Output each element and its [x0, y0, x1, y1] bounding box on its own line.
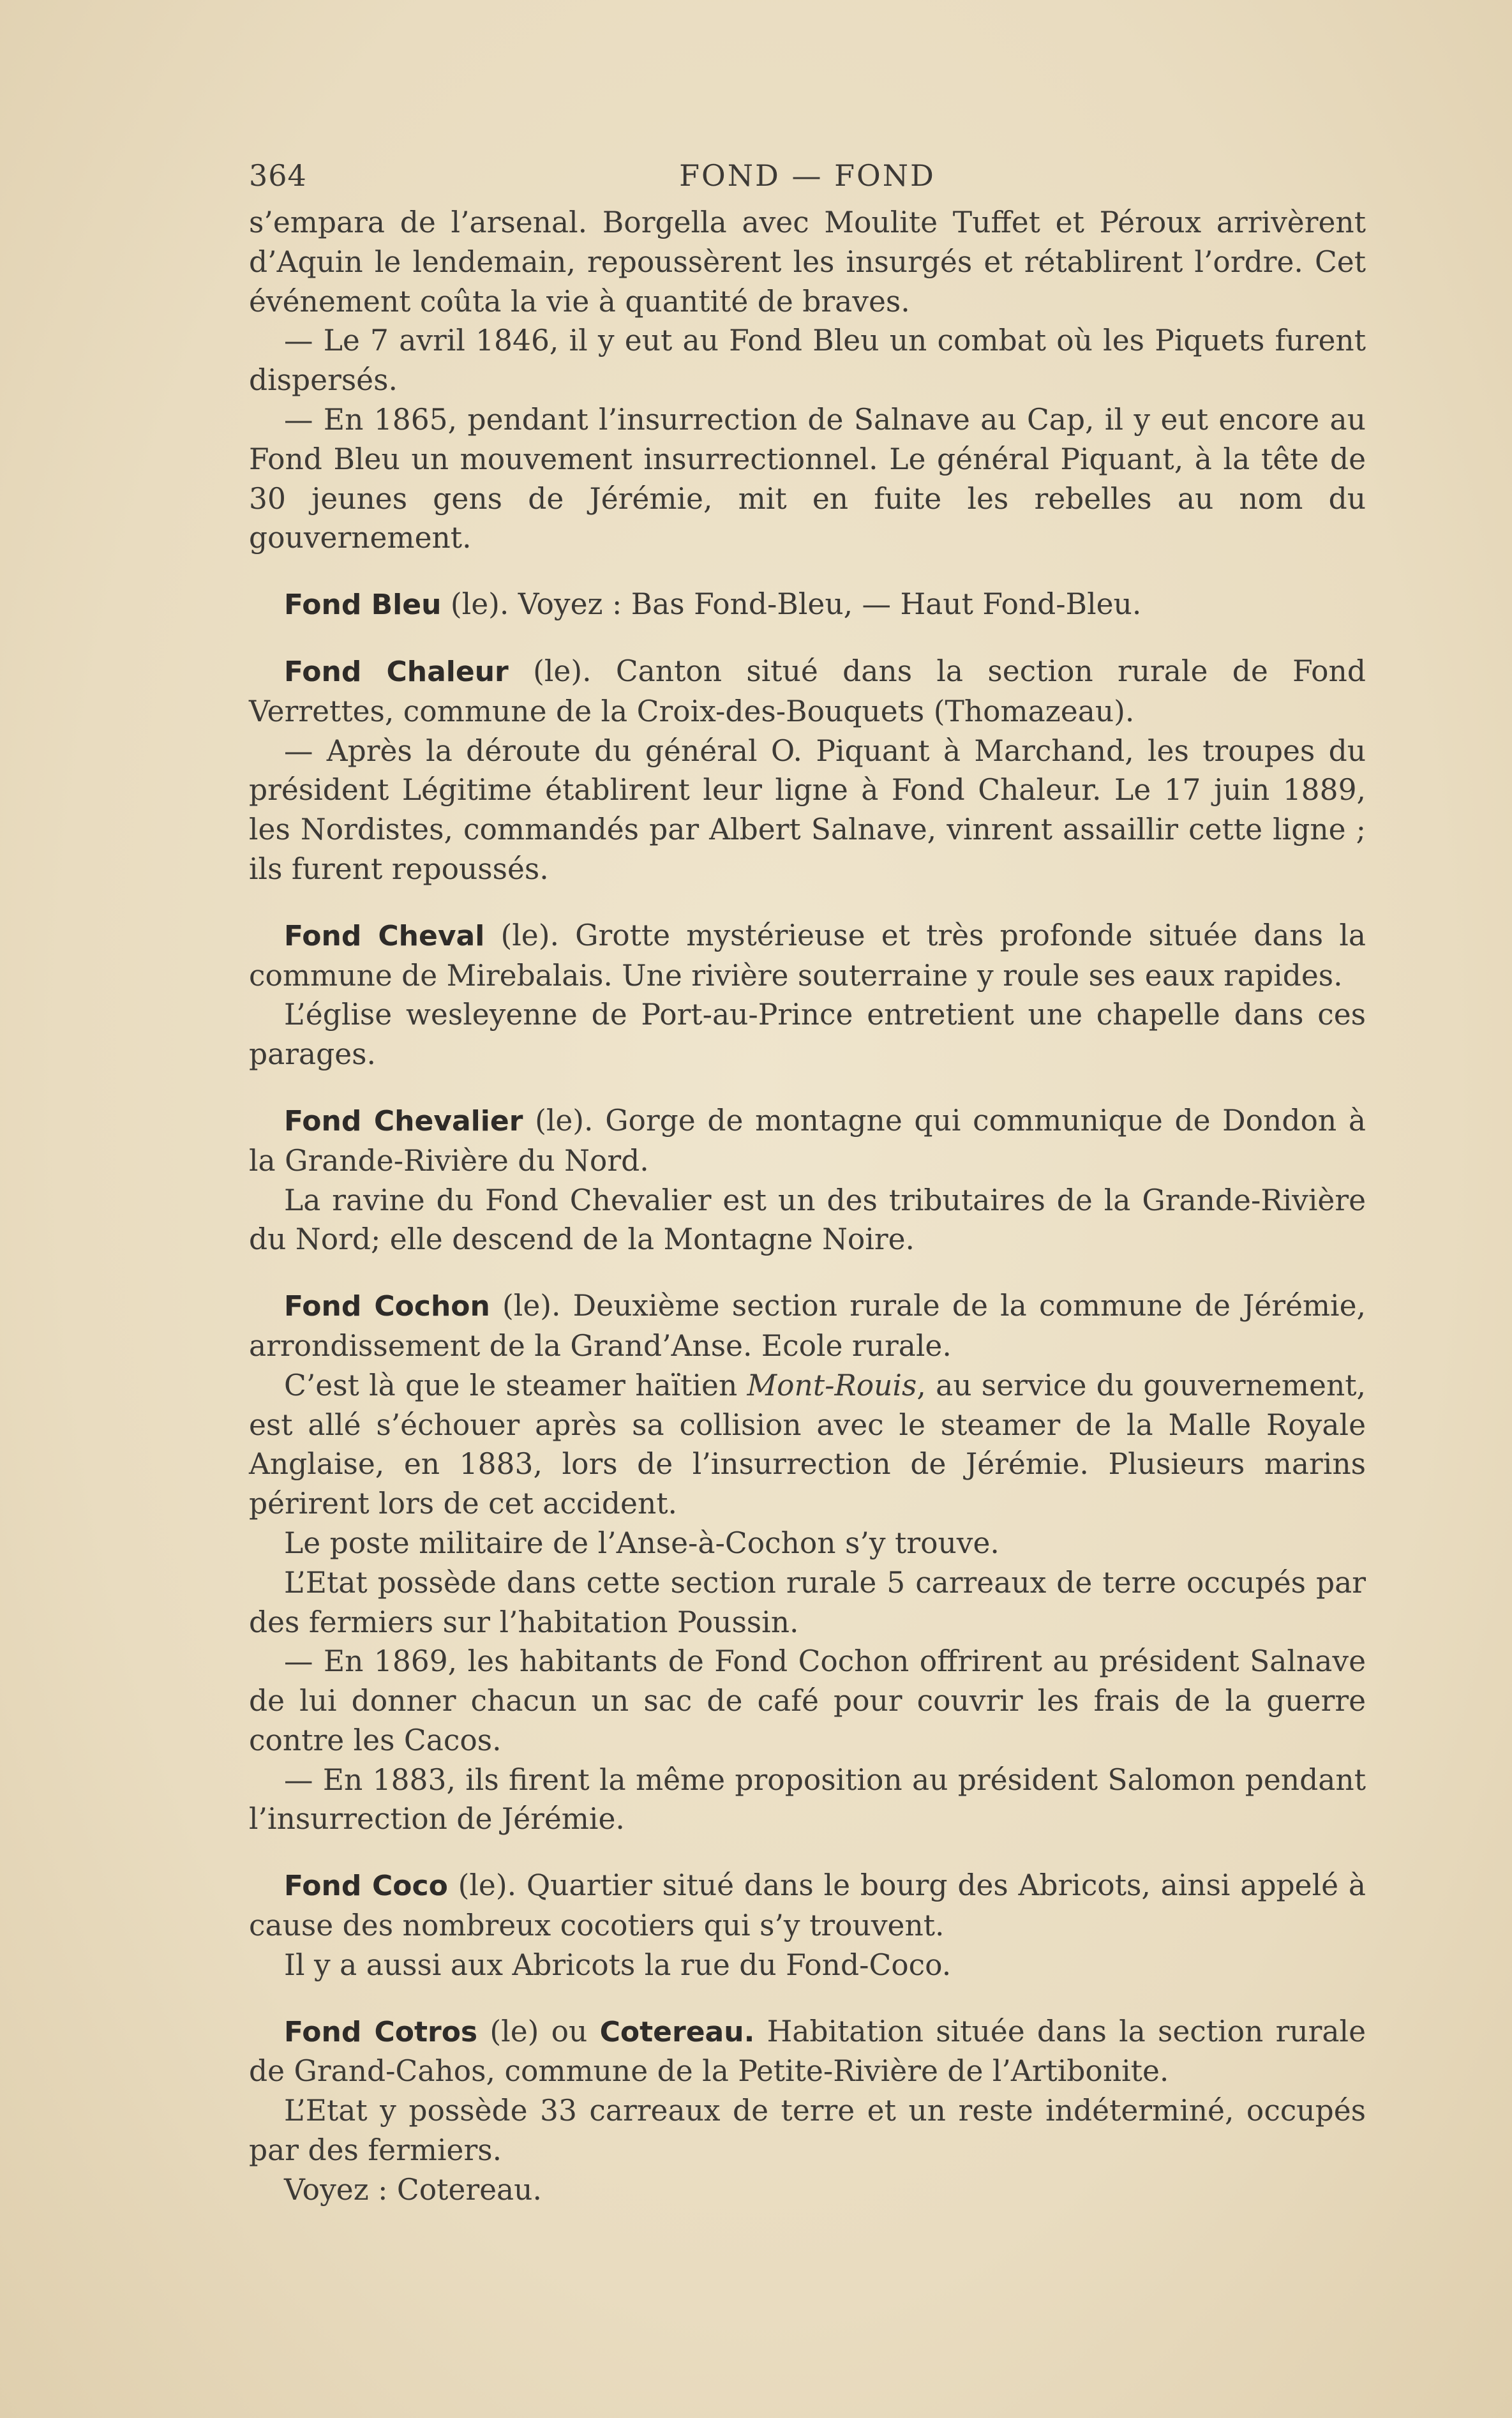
- entry-paragraph: — Après la déroute du général O. Piquant à Marchand, les troupes du président Légitime établirent leur ligne à Fond Chaleur. Le 17 juin 1889, les Nordistes, commandés par Albert Salnave, vinrent assaillir cette ligne ; ils furent repoussés.: [249, 733, 1366, 886]
- headword: Fond Chevalier: [284, 1104, 523, 1138]
- entry-paragraph: L’église wesleyenne de Port-au-Prince entretient une chapelle dans ces parages.: [249, 998, 1366, 1072]
- entry-fond-cochon: [249, 1286, 1366, 1366]
- definition: (le). Voyez : Bas Fond-Bleu, — Haut Fond-Bleu.: [441, 587, 1142, 622]
- entry-paragraph: Le poste militaire de l’Anse-à-Cochon s’y trouve.: [284, 1526, 999, 1560]
- entry-paragraph: Il y a aussi aux Abricots la rue du Fond-Coco.: [284, 1948, 952, 1982]
- headword: Fond Chaleur: [284, 655, 509, 688]
- text-run: , au service du gouvernement, est allé s’échouer après sa collision avec le steamer de la Malle Royale Anglaise, en 1883, lors de l’insurrection de Jérémie. Plusieurs marins périrent lors de cet accident.: [249, 1368, 1366, 1521]
- entry-fond-chevalier: [249, 1101, 1366, 1181]
- continuation-paragraph: — En 1865, pendant l’insurrection de Salnave au Cap, il y eut encore au Fond Bleu un mouvement insurrectionnel. Le général Piquant, à la tête de 30 jeunes gens de Jérémie, mit en fuite les rebelles au nom du gouvernement.: [249, 402, 1366, 555]
- definition: (le). Quartier situé dans le bourg des Abricots, ainsi appelé à cause des nombreux cocotiers qui s’y trouvent.: [249, 1868, 1366, 1943]
- text-run: (le) ou: [477, 2014, 600, 2048]
- definition: Habitation située dans la section rurale de Grand-Cahos, commune de la Petite-Rivière de l’Artibonite.: [249, 2014, 1366, 2089]
- page-number: 364: [249, 158, 307, 193]
- entry-fond-coco: [249, 1866, 1366, 1946]
- definition: (le). Grotte mystérieuse et très profonde située dans la commune de Mirebalais. Une rivière souterraine y roule ses eaux rapides.: [249, 918, 1366, 993]
- entry-paragraph: La ravine du Fond Chevalier est un des tributaires de la Grande-Rivière du Nord; elle descend de la Montagne Noire.: [249, 1183, 1366, 1257]
- entry-fond-cheval: [249, 916, 1366, 996]
- headword: Fond Coco: [284, 1870, 448, 1903]
- variant-headword: Cotereau.: [599, 2015, 755, 2048]
- entry-fond-cotros: [249, 2012, 1366, 2092]
- definition: (le). Canton situé dans la section rurale de Fond Verrettes, commune de la Croix-des-Bouquets (Thomazeau).: [249, 654, 1366, 728]
- continuation-paragraph: s’empara de l’arsenal. Borgella avec Moulite Tuffet et Péroux arrivèrent d’Aquin le lendemain, repoussèrent les insurgés et rétablirent l’ordre. Cet événement coûta la vie à quantité de braves.: [249, 206, 1366, 319]
- headword: Fond Cheval: [284, 919, 485, 952]
- headword: Fond Cotros: [284, 2015, 478, 2048]
- continuation-paragraph: — Le 7 avril 1846, il y eut au Fond Bleu un combat où les Piquets furent dispersés.: [249, 324, 1366, 398]
- headword: Fond Cochon: [284, 1290, 490, 1323]
- running-header: [249, 158, 1366, 203]
- entry-paragraph: — En 1869, les habitants de Fond Cochon offrirent au président Salnave de lui donner chacun un sac de café pour couvrir les frais de la guerre contre les Cacos.: [249, 1644, 1366, 1757]
- definition: (le). Deuxième section rurale de la commune de Jérémie, arrondissement de la Grand’Anse. Ecole rurale.: [249, 1289, 1366, 1363]
- headword: Fond Bleu: [284, 589, 442, 622]
- entry-paragraph: [249, 1366, 1366, 1524]
- entry-fond-chaleur: [249, 652, 1366, 732]
- definition: (le). Gorge de montagne qui communique de Dondon à la Grande-Rivière du Nord.: [249, 1103, 1366, 1178]
- entry-paragraph: — En 1883, ils firent la même proposition au président Salomon pendant l’insurrection de Jérémie.: [249, 1762, 1366, 1836]
- book-page: [249, 158, 1366, 2210]
- entry-paragraph: Voyez : Cotereau.: [284, 2172, 542, 2207]
- running-title: FOND — FOND: [679, 158, 936, 193]
- entry-paragraph: L’Etat y possède 33 carreaux de terre et un reste indéterminé, occupés par des fermiers.: [249, 2094, 1366, 2168]
- entry-fond-bleu: [249, 585, 1366, 625]
- entry-paragraph: L’Etat possède dans cette section rurale 5 carreaux de terre occupés par des fermiers sur l’habitation Poussin.: [249, 1565, 1366, 1639]
- ship-name: Mont-Rouis: [747, 1368, 917, 1402]
- text-run: C’est là que le steamer haïtien: [284, 1368, 747, 1402]
